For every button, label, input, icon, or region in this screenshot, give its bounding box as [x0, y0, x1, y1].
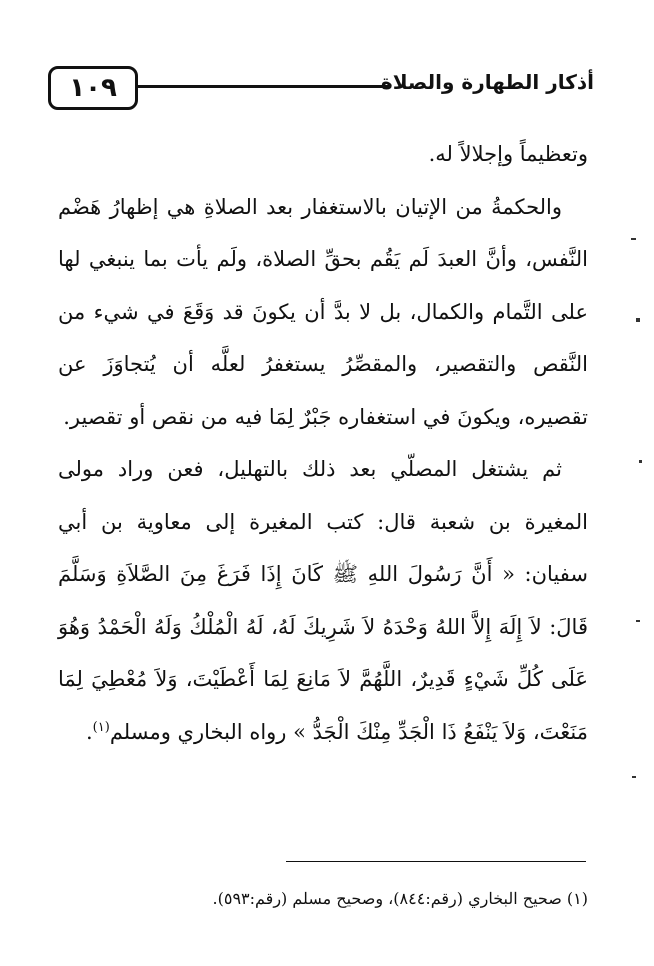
scan-speck — [636, 318, 640, 322]
header-rule — [138, 85, 389, 88]
scan-speck — [631, 238, 636, 240]
scan-speck — [636, 620, 640, 622]
page-number: ١٠٩ — [69, 73, 117, 103]
paragraph-2: والحكمةُ من الإتيان بالاستغفار بعد الصلاةِ هي إظهارُ هَضْم النَّفس، وأنَّ العبدَ لَم يَقُم بحقِّ الصلاة، ولَم يأت بما ينبغي لها على التَّمام والكمال، بل لا بدَّ أن يكونَ قد وَقَعَ في شيء من النَّقص والتقصير، والمقصِّرُ يستغفرُ لعلَّه أن يُتجاوَزَ عن تقصيره، ويكونَ في استغفاره جَبْرٌ لِمَا فيه من نقص أو تقصير. — [58, 194, 588, 429]
scan-speck — [632, 776, 636, 778]
scan-speck — [639, 460, 642, 463]
page-number-box — [48, 66, 138, 110]
page-header — [48, 66, 594, 112]
paragraph-1: وتعظيماً وإجلالاً له. — [428, 142, 588, 166]
body-text — [58, 128, 588, 758]
footnote-rule — [286, 861, 586, 862]
footnote-marker: (١) — [92, 719, 110, 735]
paragraph-end: . — [85, 719, 93, 744]
paragraph-3 — [58, 443, 588, 758]
footnote: (١) صحيح البخاري (رقم:٨٤٤)، وصحيح مسلم (رقم:٥٩٣). — [212, 889, 588, 908]
running-title: أذكار الطهارة والصلاة — [380, 70, 594, 94]
hadith-text: ثم يشتغل المصلّي بعد ذلك بالتهليل، فعن وراد مولى المغيرة بن شعبة قال: كتب المغيرة إلى معاوية بن أبي سفيان: « أَنَّ رَسُولَ اللهِ ﷺ كَانَ إِذَا فَرَغَ مِنَ الصَّلاَةِ وَسَلَّمَ قَالَ: لاَ إِلَهَ إِلاَّ اللهُ وَحْدَهُ لاَ شَرِيكَ لَهُ، لَهُ الْمُلْكُ وَلَهُ الْحَمْدُ وَهُوَ عَلَى كُلِّ شَيْءٍ قَدِيرٌ، اللَّهُمَّ لاَ مَانِعَ لِمَا أَعْطَيْتَ، وَلاَ مُعْطِيَ لِمَا مَنَعْتَ، وَلاَ يَنْفَعُ ذَا الْجَدِّ مِنْكَ الْجَدُّ » رواه البخاري ومسلم — [58, 457, 588, 744]
